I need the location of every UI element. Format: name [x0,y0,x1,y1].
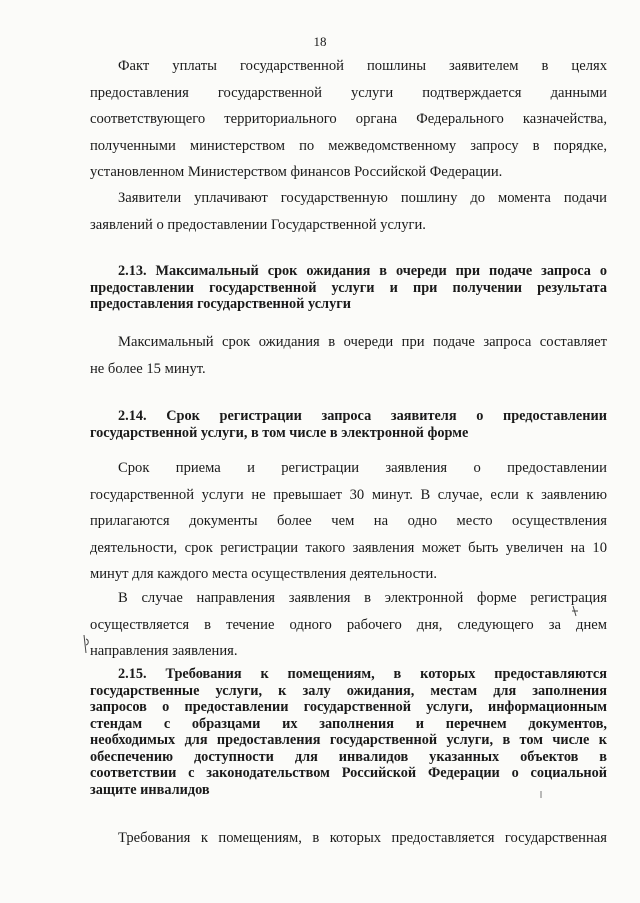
heading-line: обеспечению доступности для инвалидов указанных объектов в [90,748,607,765]
paragraph-registration-time [90,459,607,583]
text-line: полученными министерством по межведомственному запросу в порядке, [90,137,607,154]
scan-mark-left [80,633,92,655]
heading-line: запросов о предоставлении государственной услуги, информационным [90,699,607,715]
heading-line: 2.13. Максимальный срок ожидания в очереди при подаче запроса о [118,263,607,279]
heading-line: 2.14. Срок регистрации запроса заявителя о предоставлении [118,408,607,424]
paragraph-fee-payment [90,189,607,234]
section-heading-2-14 [90,408,607,441]
paragraph-premises-requirements [90,829,607,847]
heading-line: государственные услуги, к залу ожидания, местам для заполнения [90,682,607,699]
text-line: осуществляется в течение одного рабочего дня, следующего за днем [90,616,607,633]
text-line: прилагаются документы более чем на одно место осуществления [90,513,607,529]
text-line: В случае направления заявления в электронной форме регистрация [118,590,607,606]
text-line: деятельности, срок регистрации такого заявления может быть увеличен на 10 [90,539,607,556]
text-line: государственной услуги не превышает 30 минут. В случае, если к заявлению [90,486,607,503]
paragraph-electronic-registration [90,589,607,660]
text-line: Требования к помещениям, в которых предоставляется государственная [118,830,607,846]
text-line: Срок приема и регистрации заявления о предоставлении [118,460,607,476]
paragraph-fee-confirmation [90,57,607,181]
heading-line: предоставления государственной услуги [90,296,351,312]
text-line: направления заявления. [90,643,238,659]
text-line: предоставления государственной услуги подтверждается данными [90,84,607,101]
text-line: Максимальный срок ожидания в очереди при подаче запроса составляет [118,334,607,350]
paragraph-queue-time [90,333,607,378]
heading-line: соответствии с законодательством Российской Федерации о социальной [90,765,607,781]
scan-mark-right [570,604,580,618]
text-line: минут для каждого места осуществления деятельности. [90,566,438,582]
heading-line: стендам с образцами их заполнения и перечнем документов, [90,715,607,732]
heading-line: 2.15. Требования к помещениям, в которых предоставляются [118,666,607,682]
heading-line: предоставлении государственной услуги и при получении результата [90,279,607,296]
section-heading-2-13 [90,263,607,313]
heading-line: необходимых для предоставления государственной услуги, в том числе к [90,732,607,748]
text-line: установленном Министерством финансов Российской Федерации. [90,164,503,180]
text-line: соответствующего территориального органа Федерального казначейства, [90,111,607,127]
text-line: Факт уплаты государственной пошлины заявителем в целях [118,58,607,74]
page-number: 18 [313,34,327,49]
heading-line: государственной услуги, в том числе в электронной форме [90,424,469,441]
text-line: не более 15 минут. [90,360,206,377]
heading-line: защите инвалидов [90,781,210,798]
scan-dot [537,790,545,800]
section-heading-2-15 [90,666,607,798]
text-line: заявлений о предоставлении Государственной услуги. [90,216,426,233]
text-line: Заявители уплачивают государственную пошлину до момента подачи [118,190,607,206]
